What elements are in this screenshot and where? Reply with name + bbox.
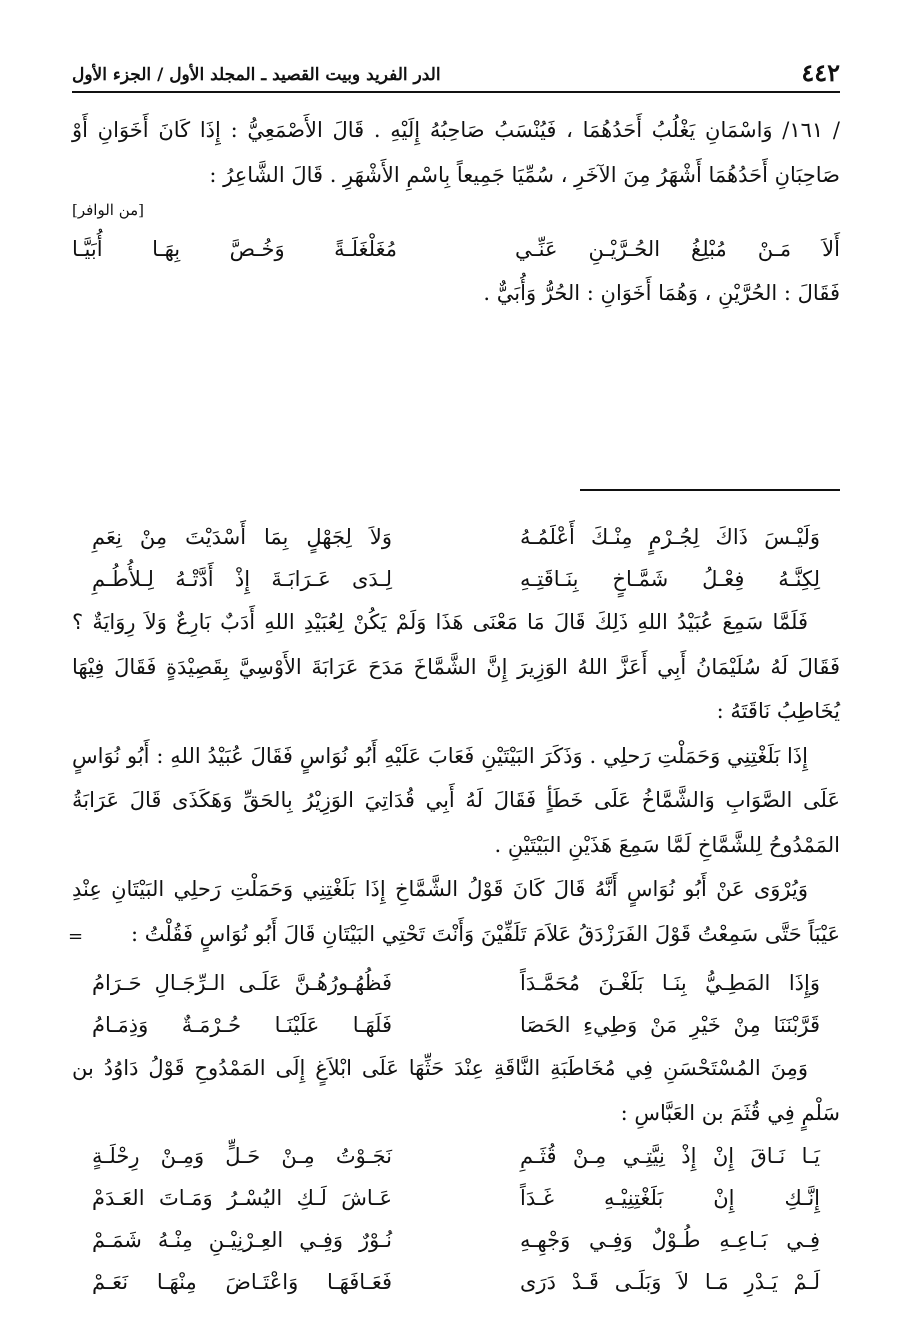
verse-group-b	[72, 962, 840, 1046]
verse-second-hemistich: لِـدَى عَـرَابَـةَ إِذْ أَدَّتْـهُ لِـلأُطُـمِ	[92, 567, 392, 591]
verse-first-hemistich: لَـمْ يَـدْرِ مَـا لاَ وَبَلَـى قَـدْ دَرَى	[520, 1270, 820, 1294]
entry-closing: فَقَالَ : الحُرَّيْنِ ، وَهُمَا أَخَوَانِ : الحُرُّ وَأُبَيٌّ .	[483, 281, 840, 305]
verse-group-c	[72, 1135, 840, 1303]
verse-second-hemistich: عَـاشَ لَـكِ اليُسْـرُ وَمَـاتَ العَـدَمْ	[92, 1186, 392, 1210]
verse-second-hemistich: فَلَهَـا عَلَيْنَـا حُـرْمَـةٌ وَذِمَـامُ	[92, 1013, 392, 1037]
page-header	[72, 55, 840, 93]
meter-row	[72, 197, 840, 227]
verse-line	[92, 558, 820, 600]
verse-first-hemistich: أَلاَ مَـنْ مُبْلِغُ الحُـرَّيْـنِ عَنِّـي	[515, 237, 840, 261]
meter-tag: [من الوافر]	[72, 201, 145, 219]
verse-first-hemistich: وَإِذَا المَطِـيُّ بِنَـا بَلَغْـنَ مُحَمَّـدَاً	[520, 971, 820, 995]
verse-line	[92, 516, 820, 558]
verse-line	[92, 1219, 820, 1261]
page-body	[68, 108, 840, 1294]
verse-second-hemistich: نُـوْرٌ وَفِـي العِـرْنِيْـنِ مِنْـهُ شَمَـمْ	[92, 1228, 392, 1252]
page-number: ٤٤٢	[801, 58, 840, 87]
section-separator	[580, 489, 840, 491]
verse-line	[92, 1004, 820, 1046]
verse-second-hemistich: وَلاَ لِجَهْلٍ بِمَا أَسْدَيْتَ مِنْ نِعَمِ	[92, 525, 392, 549]
verse-group-a	[72, 516, 840, 600]
continuation-mark: =	[68, 926, 84, 947]
paragraph-1: فَلَمَّا سَمِعَ عُبَيْدُ اللهِ ذَلِكَ قَالَ مَا مَعْنَى هَذَا وَلَمْ يَكُنْ لِعُبَيْدِ اللهِ أَدَبٌ بَارِعٌ وَلاَ رِوَايَةٌ ؟ فَقَالَ لَهُ سُلَيْمَانُ أَبِي أَعَزَّ اللهُ الوَزِيرَ إِنَّ الشَّمَّاخَ مَدَحَ عَرَابَةَ الأَوْسِيَّ بِقَصِيْدَةٍ فَقَالَ فِيْهَا يُخَاطِبُ نَاقَتَهُ :	[72, 610, 840, 723]
verse-line	[92, 1261, 820, 1303]
verse-first-hemistich: فِـي بَـاعِـهِ طُـوْلٌ وَفِـي وَجْهِـهِ	[520, 1228, 820, 1252]
verse-second-hemistich: مُغَلْغَلَـةً وَخُـصَّ بِهَـا أُبَيَّـا	[72, 237, 397, 261]
verse-second-hemistich: نَجَـوْتُ مِـنْ حَـلٍّ وَمِـنْ رِحْلَـةٍ	[92, 1144, 392, 1168]
verse-line	[92, 962, 820, 1004]
verse-first-hemistich: قَرَّبْنَنَا مِنْ خَيْرِ مَنْ وَطِيءِ الحَصَا	[520, 1013, 820, 1037]
footnote-section	[68, 516, 840, 1303]
paragraph-2: إِذَا بَلَغْتِنِي وَحَمَلْتِ رَحلِي . وَذَكَرَ البَيْتَيْنِ فَعَابَ عَلَيْهِ أَبُو نُوَاسٍ فَقَالَ عُبَيْدُ اللهِ : أَبُو نُوَاسٍ عَلَى الصَّوَابِ وَالشَّمَّاخُ عَلَى خَطَأٍ فَقَالَ لَهُ أَبِي قُدَاتِيَ الوَزِيْرُ بِالحَقِّ وَهَكَذَى قَالَ عَرَابَةُ المَمْدُوحُ لِلشَّمَّاخِ لَمَّا سَمِعَ هَذَيْنِ البَيْتَيْنِ .	[72, 743, 840, 857]
entry-paragraph: / ١٦١/ وَاسْمَانِ يَغْلُبُ أَحَدُهُمَا ، فَيُنْسَبُ صَاحِبُهُ إِلَيْهِ . قَالَ الأَصْمَعِيُّ : إِذَا كَانَ أَخَوَانِ أَوْ صَاحِبَانِ أَحَدُهُمَا أَشْهَرُ مِنَ الآخَرِ ، سُمِّيَا جَمِيعاً بِاسْمِ الأَشْهَرِ . قَالَ الشَّاعِرُ :	[72, 118, 840, 187]
verse-line	[92, 1177, 820, 1219]
verse-first-hemistich: إِنَّـكِ إِنْ بَلَغْتِنِيْـهِ غَـدَاً	[520, 1186, 820, 1210]
paragraph-3: وَيُرْوَى عَنْ أَبُو نُوَاسٍ أَنَّهُ قَالَ كَانَ قَوْلُ الشَّمَّاخِ إِذَا بَلَغْتِنِي وَحَمَلْتِ رَحلِي البَيْتَانِ عِنْدِ عَيْبَاً حَتَّى سَمِعْتُ قَوْلَ الفَرَزْدَقُ عَلاَمَ تَلَفِّيْنَ وَأَنْتَ تَحْتِي البَيْتَانِ قَالَ أَبُو نُوَاسٍ فَقُلْتُ :	[72, 877, 840, 946]
paragraph-4: وَمِنَ المُسْتَحْسَنِ فِي مُخَاطَبَةِ النَّاقَةِ عِنْدَ حَثِّهَا عَلَى ابْلاَغٍ إِلَى المَمْدُوحِ قَوْلُ دَاوُدُ بن سَلْمٍ فِي قُثَمَ بن العَبَّاسِ :	[72, 1056, 840, 1125]
verse-second-hemistich: فَعَـافَهَـا وَاعْتَـاضَ مِنْهَـا نَعَـمْ	[92, 1270, 392, 1294]
verse-second-hemistich: فَظُهُـورُهُـنَّ عَلَـى الـرِّجَـالِ حَـرَامُ	[92, 971, 392, 995]
verse-line	[72, 227, 840, 271]
verse-first-hemistich: يَـا نَـاقَ إِنْ إِذْ نِيَّتِـي مِـنْ قُثَـمِ	[520, 1144, 820, 1168]
verse-first-hemistich: وَلَيْـسَ ذَاكَ لِجُـرْمٍ مِنْـكَ أَعْلَمُـهُ	[520, 525, 820, 549]
running-title: الدر الفريد وبيت القصيد ـ المجلد الأول / الجزء الأول	[72, 65, 441, 85]
verse-first-hemistich: لِكِنَّـهُ فِعْـلُ شَمَّـاخٍ بِنَـاقَتِـهِ	[520, 567, 820, 591]
verse-line	[92, 1135, 820, 1177]
